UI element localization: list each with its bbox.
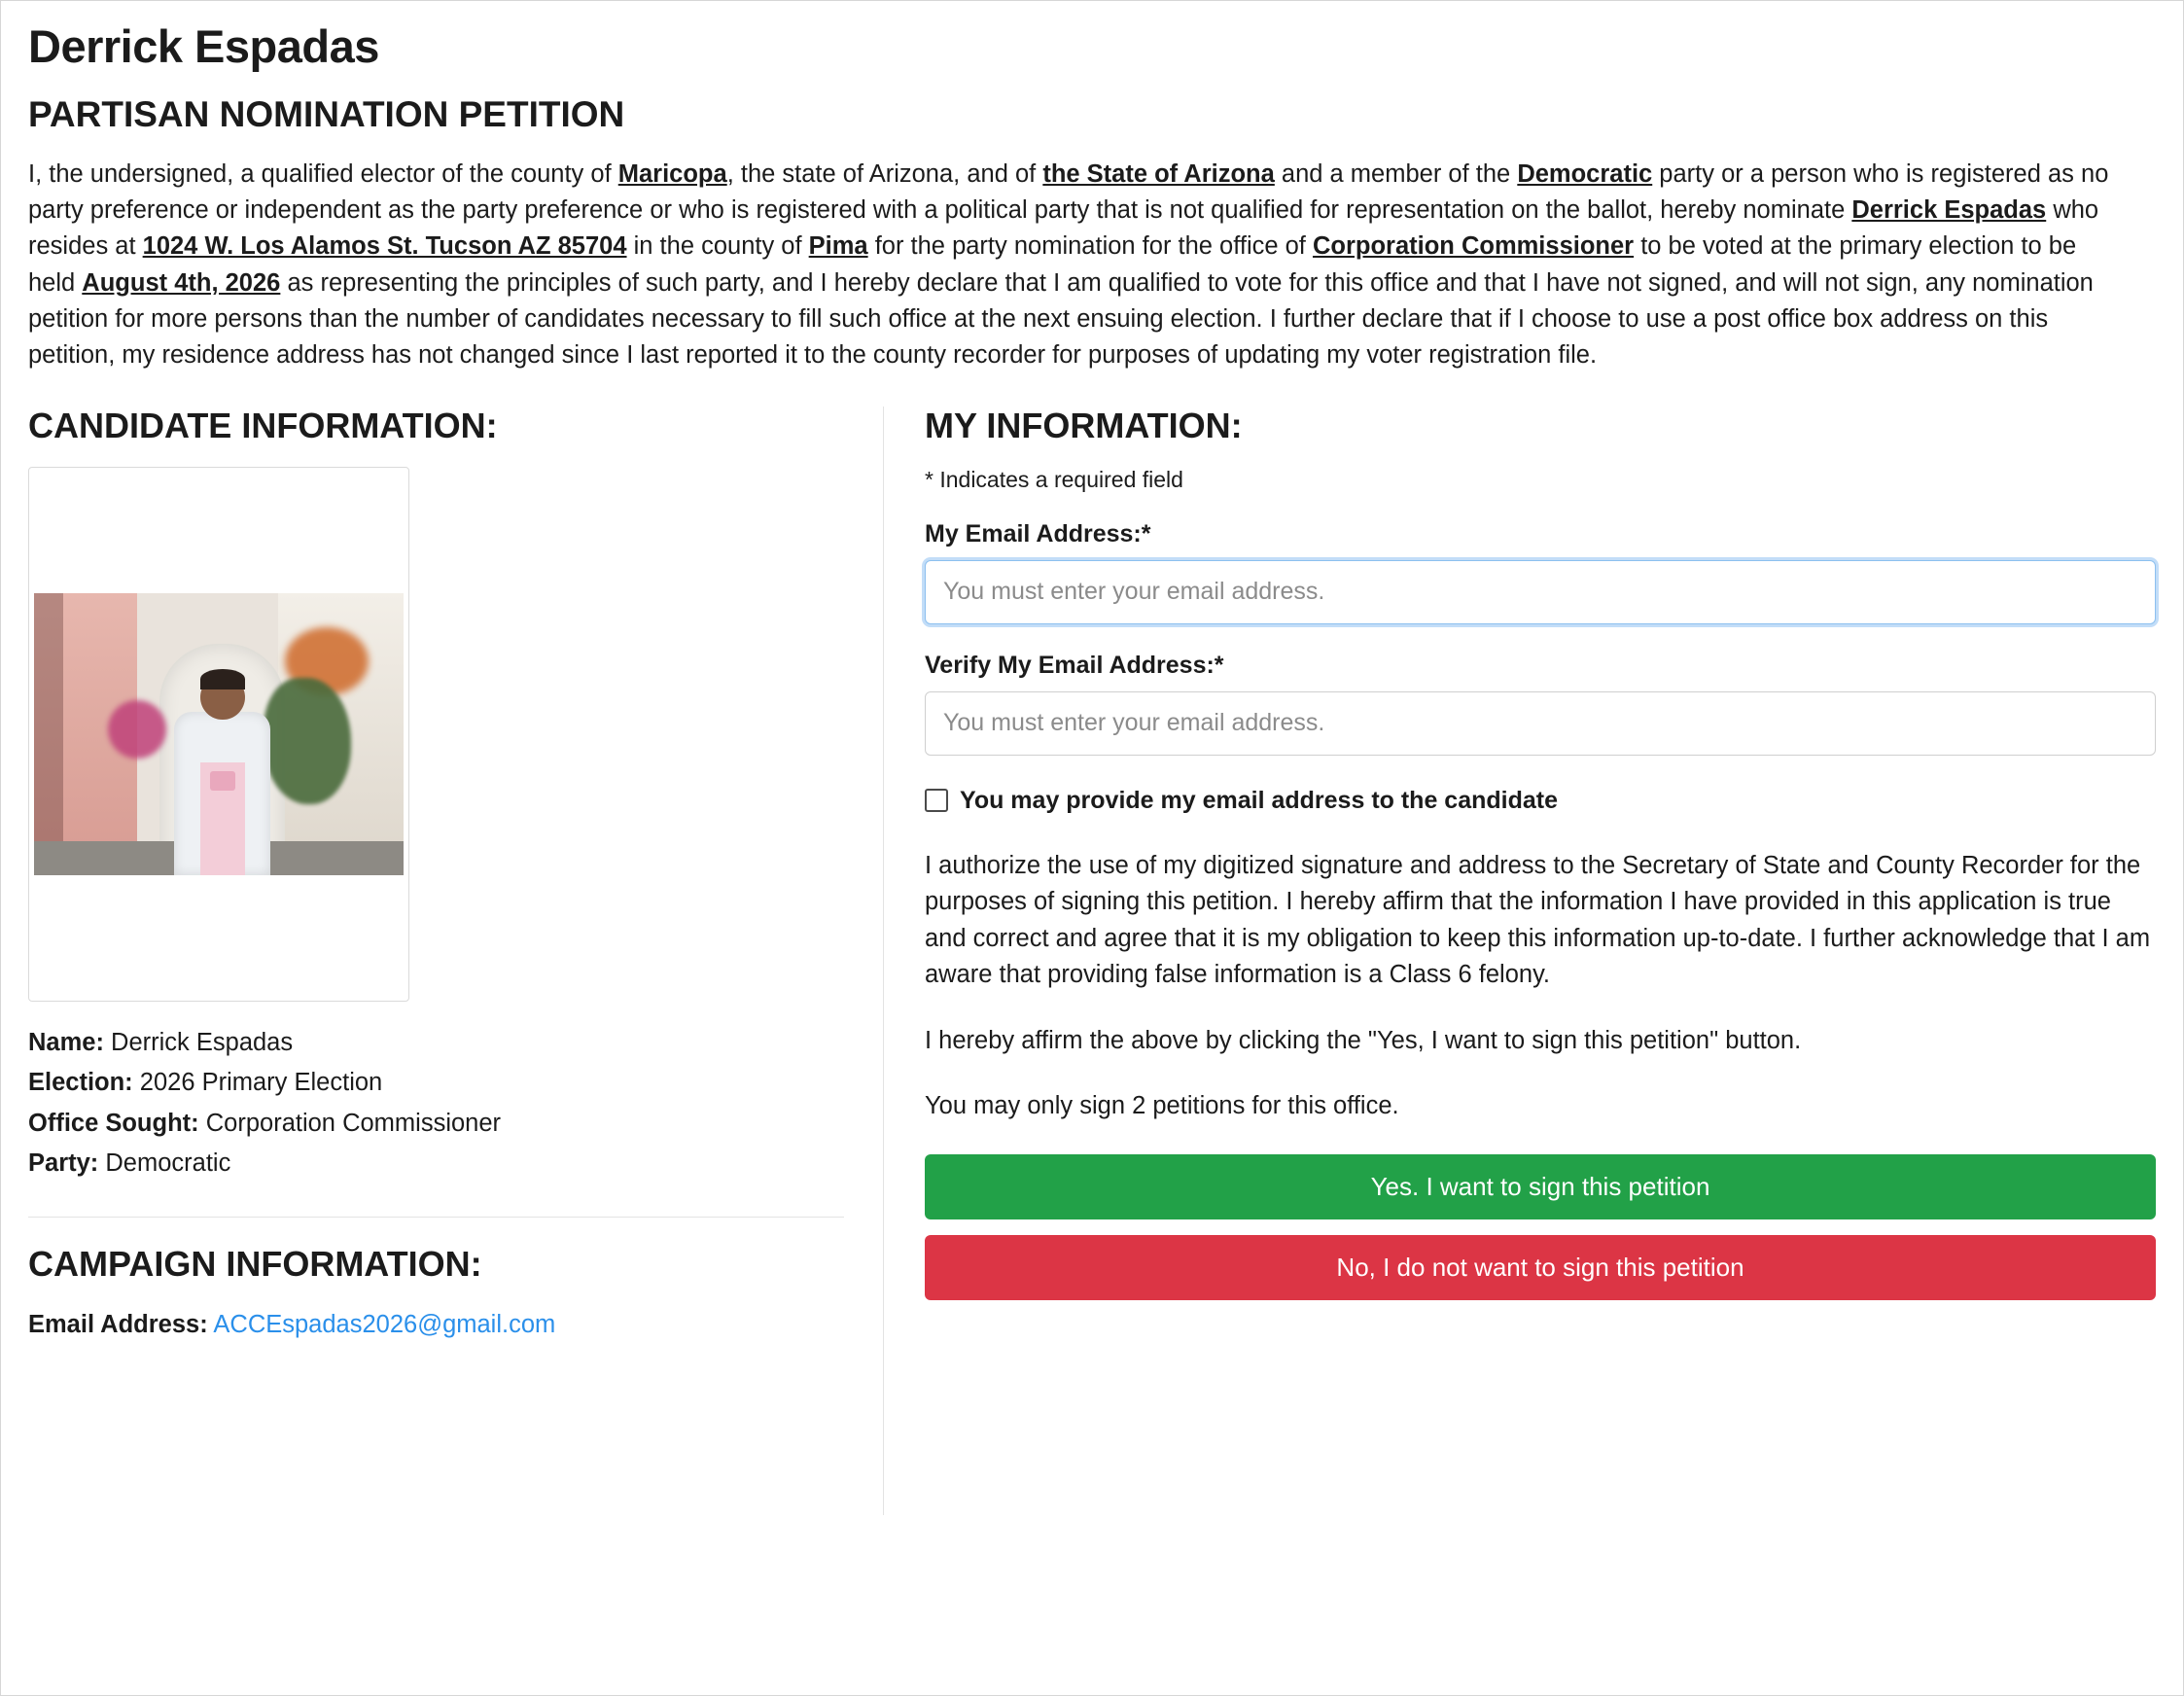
petition-residence-county: Pima (808, 232, 868, 261)
column-divider (28, 1217, 844, 1218)
photo-person-hair (200, 669, 245, 689)
photo-flowers-left (108, 700, 166, 759)
photo-foliage (264, 678, 351, 804)
petition-nominee: Derrick Espadas (1851, 196, 2047, 225)
email-field[interactable] (925, 560, 2156, 624)
photo-person-bowtie (210, 771, 236, 791)
candidate-photo (34, 593, 404, 875)
petition-text-5: who resides at (28, 196, 2099, 261)
candidate-name-value: Derrick Espadas (111, 1028, 294, 1056)
petition-text-4: party or a person who is registered as no party preference or independent as the party preference or who is registered with a political party that is not qualified for representation on the ballot, hereby nominate (28, 160, 2109, 225)
candidate-office-value: Corporation Commissioner (205, 1109, 502, 1137)
required-field-note: * Indicates a required field (925, 466, 1183, 492)
petition-party: Democratic (1517, 160, 1653, 189)
petition-limit-text: You may only sign 2 petitions for this office. (925, 1092, 1399, 1120)
petition-office: Corporation Commissioner (1312, 232, 1635, 261)
candidate-info-heading: CANDIDATE INFORMATION: (28, 406, 498, 446)
petition-body (28, 157, 2129, 373)
candidate-election-label: Election: (28, 1069, 133, 1097)
page-title: Derrick Espadas (28, 20, 379, 72)
checkbox-icon[interactable] (925, 789, 948, 812)
petition-text-1: I, the undersigned, a qualified elector of the county of (28, 160, 618, 189)
campaign-info-heading: CAMPAIGN INFORMATION: (28, 1244, 482, 1285)
verify-email-field-label: Verify My Email Address:* (925, 651, 1224, 679)
petition-text-3: and a member of the (1274, 160, 1518, 189)
candidate-party-value: Democratic (105, 1148, 231, 1177)
candidate-name-label: Name: (28, 1028, 104, 1056)
content-columns (28, 406, 2156, 1515)
sign-petition-no-button[interactable]: No, I do not want to sign this petition (925, 1235, 2156, 1300)
petition-text-2: , the state of Arizona, and of (726, 160, 1043, 189)
petition-text-7: for the party nomination for the office of (867, 232, 1313, 261)
petition-state: the State of Arizona (1042, 160, 1275, 189)
candidate-details (28, 1023, 844, 1184)
petition-text-8: to be voted at the primary election to be held (28, 232, 2077, 297)
campaign-email-link[interactable]: ACCEspadas2026@gmail.com (213, 1310, 556, 1338)
candidate-party-row (28, 1144, 844, 1184)
campaign-email-row (28, 1305, 844, 1345)
candidate-office-row (28, 1104, 844, 1144)
candidate-party-label: Party: (28, 1148, 99, 1177)
petition-text-9: as representing the principles of such party, and I hereby declare that I am qualified to vote for this office and that I have not signed, and will not sign, any nomination petition for more persons than the number of candidates necessary to fill such office at the next ensuing election. I further declare that if I choose to use a post office box address on this petition, my residence address has not changed since I last reported it to the county recorder for purposes of updating my voter registration file. (28, 268, 2094, 370)
photo-left-shadow (34, 593, 63, 875)
share-email-checkbox-label: You may provide my email address to the candidate (960, 786, 1559, 814)
sign-petition-yes-button[interactable]: Yes. I want to sign this petition (925, 1154, 2156, 1219)
my-information-heading: MY INFORMATION: (925, 406, 1243, 446)
verify-email-field[interactable] (925, 691, 2156, 756)
candidate-column (28, 406, 884, 1515)
candidate-photo-frame (28, 467, 409, 1002)
authorization-text: I authorize the use of my digitized signature and address to the Secretary of State and County Recorder for the purposes of signing this petition. I hereby affirm that the information I have provided in this application is true and correct and agree that it is my obligation to keep this information up-to-date. I further acknowledge that I am aware that providing false information is a Class 6 felony. (925, 851, 2151, 989)
candidate-name-row (28, 1023, 844, 1063)
candidate-office-label: Office Sought: (28, 1109, 199, 1137)
affirm-text: I hereby affirm the above by clicking the "Yes, I want to sign this petition" button. (925, 1026, 1802, 1054)
petition-title: PARTISAN NOMINATION PETITION (28, 94, 625, 135)
campaign-details (28, 1305, 844, 1345)
candidate-election-row (28, 1063, 844, 1103)
campaign-email-label: Email Address: (28, 1310, 208, 1338)
share-email-checkbox-row[interactable] (925, 787, 2156, 815)
petition-county: Maricopa (617, 160, 727, 189)
petition-address: 1024 W. Los Alamos St. Tucson AZ 85704 (142, 232, 627, 261)
petition-election-date: August 4th, 2026 (82, 268, 281, 297)
my-information-column (884, 406, 2156, 1316)
petition-text-6: in the county of (626, 232, 809, 261)
email-field-label: My Email Address:* (925, 519, 1151, 548)
candidate-election-value: 2026 Primary Election (139, 1069, 383, 1097)
